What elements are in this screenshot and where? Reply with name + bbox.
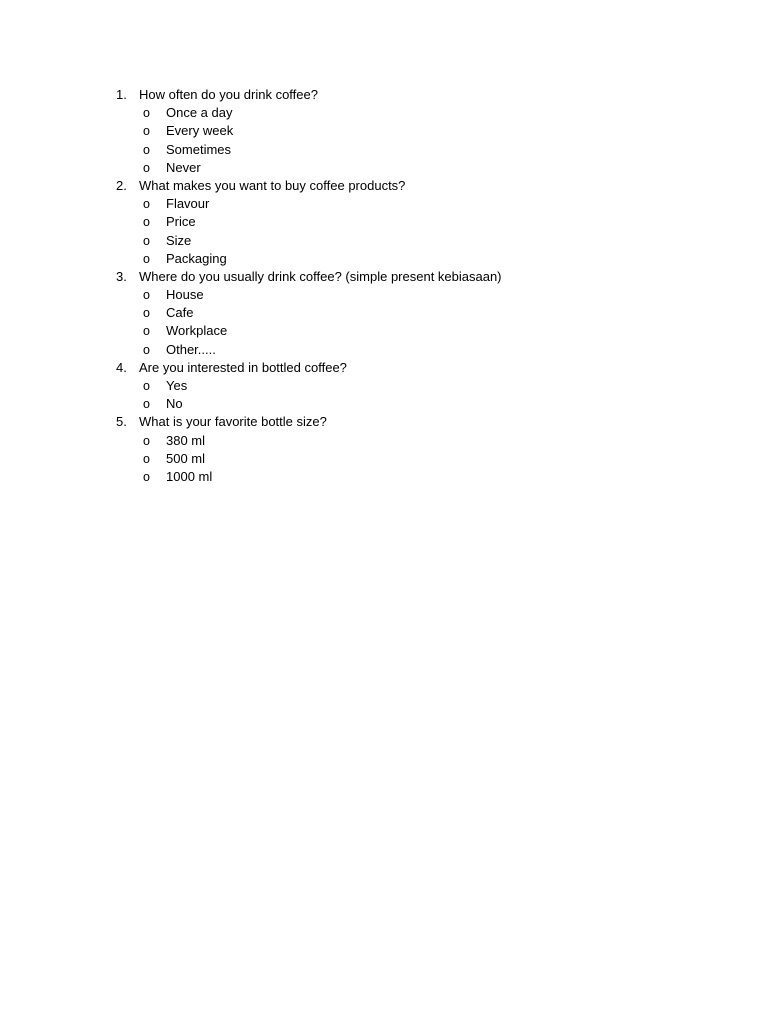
question-line (116, 359, 676, 377)
option-bullet-icon: o (143, 215, 150, 230)
question-1 (116, 86, 676, 177)
option-bullet-icon: o (143, 124, 150, 139)
option-bullet-icon: o (143, 379, 150, 393)
question-number: 1. (116, 87, 127, 102)
question-line (116, 177, 676, 195)
option-label: Once a day (166, 105, 233, 121)
option-item (116, 322, 676, 340)
option-item (116, 141, 676, 159)
option-item (116, 468, 676, 486)
option-bullet-icon: o (143, 251, 150, 266)
question-text: Where do you usually drink coffee? (simple present kebiasaan) (139, 268, 502, 284)
question-text: How often do you drink coffee? (139, 87, 318, 102)
option-item (116, 159, 676, 177)
option-label: Other..... (166, 341, 216, 357)
question-text: Are you interested in bottled coffee? (139, 359, 347, 375)
option-item (116, 122, 676, 140)
option-bullet-icon: o (143, 469, 150, 484)
option-bullet-icon: o (143, 142, 150, 157)
option-bullet-icon: o (143, 397, 150, 412)
option-bullet-icon: o (143, 233, 150, 248)
option-item (116, 232, 676, 250)
option-bullet-icon: o (143, 342, 150, 357)
option-bullet-icon: o (143, 288, 150, 303)
question-line (116, 86, 676, 104)
option-label: No (166, 396, 183, 412)
option-label: Cafe (166, 305, 194, 321)
question-number: 2. (116, 177, 127, 193)
option-bullet-icon: o (143, 451, 150, 466)
question-text: What makes you want to buy coffee products? (139, 177, 406, 193)
option-bullet-icon: o (143, 324, 150, 339)
option-item (116, 377, 676, 395)
option-bullet-icon: o (143, 433, 150, 448)
question-4 (116, 359, 676, 414)
option-label: Packaging (166, 250, 227, 266)
question-5 (116, 413, 676, 486)
option-label: Size (166, 232, 192, 248)
option-item (116, 432, 676, 450)
question-number: 4. (116, 359, 127, 375)
option-label: 500 ml (166, 450, 206, 466)
option-bullet-icon: o (143, 106, 150, 121)
option-bullet-icon: o (143, 197, 150, 212)
question-number: 3. (116, 268, 127, 284)
option-label: Flavour (166, 196, 210, 212)
option-label: Sometimes (166, 141, 232, 157)
option-item (116, 213, 676, 231)
option-label: Workplace (166, 323, 228, 339)
option-item (116, 195, 676, 213)
question-2 (116, 177, 676, 268)
option-item (116, 104, 676, 122)
option-label: 380 ml (166, 432, 206, 448)
option-label: 1000 ml (166, 468, 213, 484)
option-item (116, 450, 676, 468)
question-line (116, 268, 676, 286)
option-item (116, 286, 676, 304)
option-label: House (166, 287, 204, 303)
option-label: Every week (166, 123, 234, 139)
option-bullet-icon: o (143, 306, 150, 321)
question-text: What is your favorite bottle size? (139, 414, 327, 430)
option-item (116, 250, 676, 268)
option-label: Yes (166, 378, 188, 393)
question-number: 5. (116, 414, 127, 430)
option-label: Never (166, 159, 201, 175)
option-item (116, 341, 676, 359)
survey-question-list (116, 86, 676, 486)
question-3 (116, 268, 676, 359)
option-label: Price (166, 214, 196, 230)
question-line (116, 413, 676, 431)
option-item (116, 395, 676, 413)
option-bullet-icon: o (143, 160, 150, 175)
option-item (116, 304, 676, 322)
